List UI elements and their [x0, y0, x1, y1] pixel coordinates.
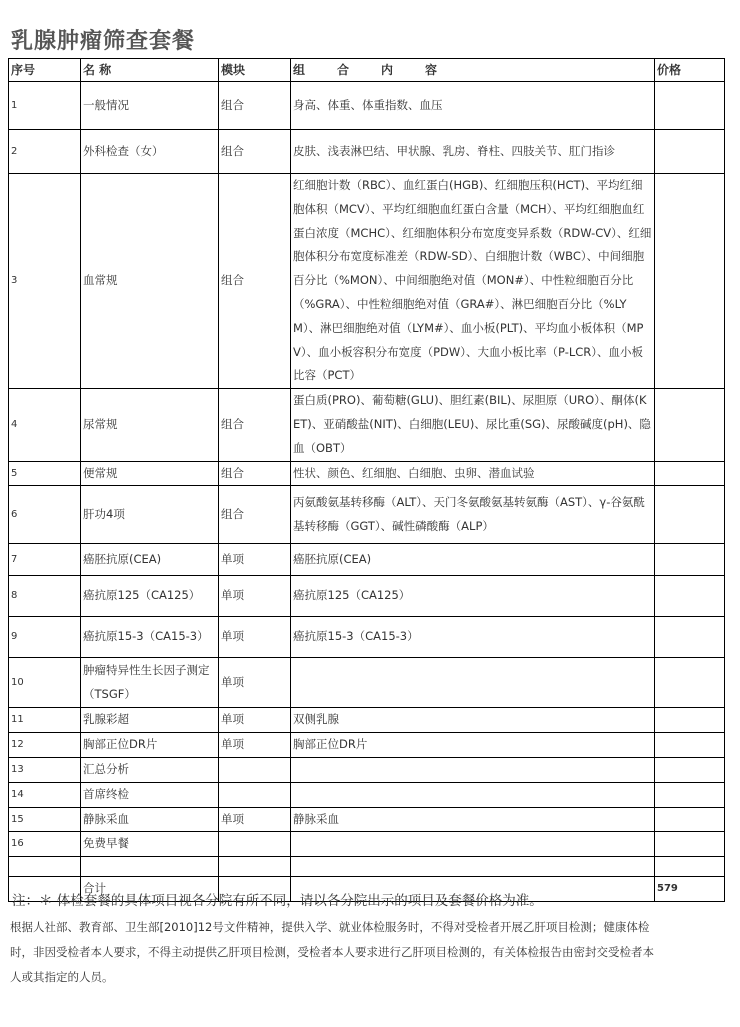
- cell-seq: 16: [9, 832, 81, 857]
- cell-name: 血常规: [81, 174, 219, 389]
- cell-seq: 2: [9, 130, 81, 174]
- cell-name: 癌抗原15-3（CA15-3）: [81, 617, 219, 658]
- cell-name: 便常规: [81, 461, 219, 486]
- cell-seq: 14: [9, 782, 81, 807]
- cell-module: 单项: [219, 658, 291, 708]
- cell-price: [655, 576, 725, 617]
- cell-price: [655, 544, 725, 576]
- cell-seq: 11: [9, 708, 81, 733]
- cell-content: 丙氨酸氨基转移酶（ALT）、天门冬氨酸氨基转氨酶（AST）、γ-谷氨酰基转移酶（GGT）、碱性磷酸酶（ALP）: [291, 486, 655, 544]
- cell-seq: 12: [9, 733, 81, 758]
- cell-price: [655, 733, 725, 758]
- table-row: [9, 82, 725, 130]
- table-row: [9, 576, 725, 617]
- cell-module: 组合: [219, 82, 291, 130]
- table-row: [9, 733, 725, 758]
- cell-content: 癌抗原15-3（CA15-3）: [291, 617, 655, 658]
- cell-name: 尿常规: [81, 389, 219, 461]
- cell-name: 静脉采血: [81, 807, 219, 832]
- cell-module: 单项: [219, 617, 291, 658]
- footnote: 注：＊ 体检套餐的具体项目视各分院有所不同，请以各分院出示的项目及套餐价格为准。: [12, 893, 543, 909]
- cell-name: 肝功4项: [81, 486, 219, 544]
- cell-seq: 1: [9, 82, 81, 130]
- cell-seq: 3: [9, 174, 81, 389]
- cell-content: 癌胚抗原(CEA): [291, 544, 655, 576]
- cell-seq: 5: [9, 461, 81, 486]
- table-row: [9, 617, 725, 658]
- cell-seq: 9: [9, 617, 81, 658]
- cell-module: [219, 757, 291, 782]
- cell-content: [291, 757, 655, 782]
- cell-content: 红细胞计数（RBC）、血红蛋白(HGB)、红细胞压积(HCT)、平均红细胞体积（MCV）、平均红细胞血红蛋白含量（MCH）、平均红细胞血红蛋白浓度（MCHC）、红细胞体积分布宽度变异系数（RDW-CV）、红细胞体积分布宽度标准差（RDW-SD）、白细胞计数（WBC）、中间细胞百分比（%MON）、中间细胞绝对值（MON#）、中性粒细胞百分比（%GRA）、中性粒细胞绝对值（GRA#）、淋巴细胞百分比（%LYM）、淋巴细胞绝对值（LYM#）、血小板(PLT)、平均血小板体积（MPV）、血小板容积分布宽度（PDW）、大血小板比率（P-LCR）、血小板比容（PCT）: [291, 174, 655, 389]
- cell-content: [291, 658, 655, 708]
- cell-name: 汇总分析: [81, 757, 219, 782]
- cell-name: [81, 857, 219, 877]
- table-row: [9, 782, 725, 807]
- cell-module: 组合: [219, 130, 291, 174]
- cell-name: 癌胚抗原(CEA): [81, 544, 219, 576]
- table-header-row: [9, 59, 725, 82]
- cell-name: 外科检查（女）: [81, 130, 219, 174]
- cell-seq: 6: [9, 486, 81, 544]
- cell-price: [655, 708, 725, 733]
- cell-content: 皮肤、浅表淋巴结、甲状腺、乳房、脊柱、四肢关节、肛门指诊: [291, 130, 655, 174]
- header-name: 名 称: [81, 59, 219, 82]
- cell-module: 单项: [219, 708, 291, 733]
- cell-module: 组合: [219, 174, 291, 389]
- cell-name: 肿瘤特异性生长因子测定（TSGF）: [81, 658, 219, 708]
- cell-content: 性状、颜色、红细胞、白细胞、虫卵、潜血试验: [291, 461, 655, 486]
- cell-content: [291, 857, 655, 877]
- table-row: [9, 130, 725, 174]
- cell-module: 组合: [219, 486, 291, 544]
- header-seq: 序号: [9, 59, 81, 82]
- cell-price: [655, 832, 725, 857]
- header-price: 价格: [655, 59, 725, 82]
- cell-price: [655, 389, 725, 461]
- cell-price: [655, 130, 725, 174]
- page-title: 乳腺肿瘤筛查套餐: [11, 28, 196, 54]
- package-table: [8, 58, 725, 902]
- cell-seq: 8: [9, 576, 81, 617]
- cell-content: 癌抗原125（CA125）: [291, 576, 655, 617]
- table-row: [9, 174, 725, 389]
- cell-price: [655, 461, 725, 486]
- table-row: [9, 658, 725, 708]
- table-row: [9, 486, 725, 544]
- cell-content: 身高、体重、体重指数、血压: [291, 82, 655, 130]
- cell-seq: 7: [9, 544, 81, 576]
- cell-name: 免费早餐: [81, 832, 219, 857]
- table-row: [9, 807, 725, 832]
- cell-module: [219, 832, 291, 857]
- table-row: [9, 757, 725, 782]
- cell-module: [219, 782, 291, 807]
- cell-module: 单项: [219, 576, 291, 617]
- cell-seq: 15: [9, 807, 81, 832]
- cell-seq: 13: [9, 757, 81, 782]
- cell-price: [655, 486, 725, 544]
- cell-price: [655, 807, 725, 832]
- cell-content: 胸部正位DR片: [291, 733, 655, 758]
- cell-price: [655, 658, 725, 708]
- cell-name: 癌抗原125（CA125）: [81, 576, 219, 617]
- table-row: [9, 461, 725, 486]
- cell-module: 组合: [219, 389, 291, 461]
- cell-content: 双侧乳腺: [291, 708, 655, 733]
- cell-module: 单项: [219, 807, 291, 832]
- table-row: [9, 832, 725, 857]
- table-row: [9, 708, 725, 733]
- cell-price: [655, 857, 725, 877]
- cell-module: 组合: [219, 461, 291, 486]
- cell-price: [655, 174, 725, 389]
- cell-content: 蛋白质(PRO)、葡萄糖(GLU)、胆红素(BIL)、尿胆原（URO）、酮体(KET)、亚硝酸盐(NIT)、白细胞(LEU)、尿比重(SG)、尿酸碱度(pH)、隐血（OBT）: [291, 389, 655, 461]
- cell-seq: 4: [9, 389, 81, 461]
- cell-price: [655, 757, 725, 782]
- total-label: 合计: [81, 877, 219, 902]
- cell-module: 单项: [219, 733, 291, 758]
- total-price: 579: [655, 877, 725, 902]
- policy-note: 根据人社部、教育部、卫生部[2010]12号文件精神，提供入学、就业体检服务时，不得对受检者开展乙肝项目检测；健康体检时，非因受检者本人要求，不得主动提供乙肝项目检测，受检者本人要求进行乙肝项目检测的，有关体检报告由密封交受检者本人或其指定的人员。: [10, 920, 654, 984]
- table-row: [9, 389, 725, 461]
- cell-name: 乳腺彩超: [81, 708, 219, 733]
- cell-name: 胸部正位DR片: [81, 733, 219, 758]
- cell-module: [219, 857, 291, 877]
- cell-seq: 10: [9, 658, 81, 708]
- cell-content: [291, 832, 655, 857]
- cell-price: [655, 782, 725, 807]
- cell-content: [291, 782, 655, 807]
- cell-module: 单项: [219, 544, 291, 576]
- table-row: [9, 857, 725, 877]
- cell-name: 一般情况: [81, 82, 219, 130]
- table-row: [9, 544, 725, 576]
- header-module: 模块: [219, 59, 291, 82]
- cell-name: 首席终检: [81, 782, 219, 807]
- header-content: 组 合 内 容: [291, 59, 655, 82]
- cell-price: [655, 617, 725, 658]
- cell-content: 静脉采血: [291, 807, 655, 832]
- cell-price: [655, 82, 725, 130]
- cell-seq: [9, 857, 81, 877]
